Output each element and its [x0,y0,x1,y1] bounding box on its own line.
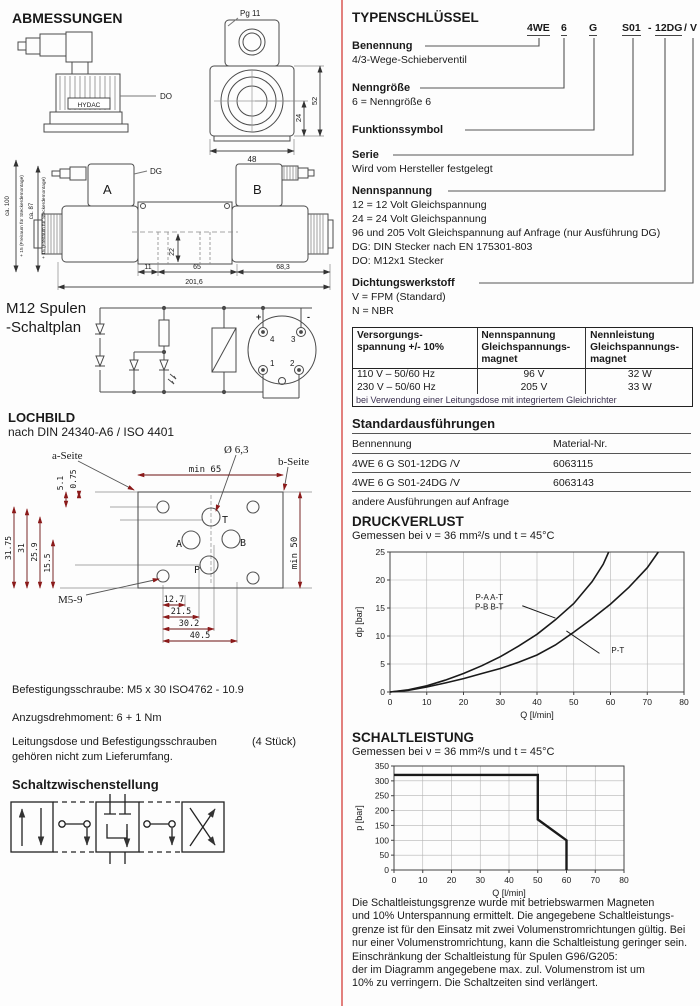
typecode-v: V [690,22,698,34]
typecode-12dg: 12DG [655,22,683,34]
dim-31: 31 [17,543,26,553]
svg-text:70: 70 [642,697,652,707]
svg-text:P-B B-T: P-B B-T [474,602,504,612]
svg-text:10: 10 [422,697,432,707]
dim-11: 11 [144,264,152,271]
svg-text:250: 250 [374,790,389,801]
standard-col2-header: Material-Nr. [553,438,608,450]
nennspannung-line-4: DG: DIN Stecker nach EN 175301-803 [352,241,533,253]
versorgung-r2c1: 230 V – 50/60 Hz [357,382,436,393]
svg-text:50: 50 [533,875,543,885]
schaltleistung-title: SCHALTLEISTUNG [352,730,474,745]
nennspannung-line-1: 12 = 12 Volt Gleichspannung [352,199,487,211]
hydac-logo: HYDAC [77,102,101,109]
svg-text:200: 200 [374,805,389,816]
svg-text:50: 50 [379,850,389,861]
svg-text:Q [l/min]: Q [l/min] [520,710,554,720]
schaltleistung-subtitle: Gemessen bei ν = 36 mm²/s und t = 45°C [352,746,555,758]
versorgung-divider-1 [477,328,478,394]
versorgung-r2c3: 33 W [627,382,652,393]
m5-9-label: M5-9 [58,594,83,606]
svg-text:0: 0 [384,865,389,875]
note-stueck: (4 Stück) [252,736,297,748]
b-seite-label: b-Seite [278,456,310,468]
versorgung-r1c2: 96 V [523,369,545,380]
versorgung-col1-line1: Versorgungs- [357,330,423,341]
footer-line-5: Einschränkung der Schaltleistung für Spulen G96/G205: [352,950,618,963]
port-p-label: P [194,565,201,576]
svg-text:5: 5 [380,659,385,669]
standard-row1-name: 4WE 6 G S01-12DG /V [352,458,460,470]
m12-schaltplan-label-2: -Schaltplan [6,319,82,336]
note-anzugsdrehmoment: Anzugsdrehmoment: 6 + 1 Nm [12,712,162,724]
m12-minus-label: - [307,312,310,322]
svg-text:0: 0 [380,687,385,697]
dim-405: 40.5 [189,631,211,641]
svg-text:30: 30 [475,875,485,885]
dim-freiraum-1: + 15 (Freiraum für Steckerdemontage) [20,175,25,257]
abmessungen-title: ABMESSUNGEN [12,10,123,26]
m12-schaltplan-label-1: M12 Spulen [6,300,87,317]
dim-freiraum-2: + 15 (Freiraum für Steckerdemontage) [42,177,47,259]
dim-ca87: ca. 87 [29,202,35,220]
benennung-label: Benennung [352,40,413,52]
dim-ca100: ca. 100 [5,196,11,216]
svg-text:350: 350 [374,761,389,771]
dim-65: 65 [193,264,201,271]
funktionssymbol-label: Funktionssymbol [352,124,444,136]
footer-line-7: 10% zu verringern. Die Schaltzeiten sind verlängert. [352,977,598,990]
note-befestigungsschraube: Befestigungsschraube: M5 x 30 ISO4762 - 10.9 [12,684,244,696]
schaltzwischenstellung-title: Schaltzwischenstellung [12,777,159,792]
typecode-slash: / [684,22,687,34]
svg-text:25: 25 [375,547,385,557]
dim-52: 52 [310,96,319,106]
versorgung-table [352,327,693,407]
svg-text:60: 60 [605,697,616,707]
footer-line-2: und 10% Unterspannung ermittelt. Die angegebene Schaltleistungs- [352,910,675,923]
versorgung-col3-line3: magnet [590,354,627,365]
dim-3175: 31.75 [4,535,13,561]
pg11-label: Pg 11 [240,9,261,18]
port-t-label: T [222,515,229,526]
dim-259: 25.9 [30,542,39,562]
svg-text:20: 20 [458,697,469,707]
nennspannung-line-3: 96 und 205 Volt Gleichspannung auf Anfrage (nur Ausführung DG) [352,227,661,239]
m12-pin2-label: 2 [290,359,295,368]
druckverlust-subtitle: Gemessen bei ν = 36 mm²/s und t = 45°C [352,530,555,542]
nennspannung-line-2: 24 = 24 Volt Gleichspannung [352,213,487,225]
versorgung-col1-line2: spannung +/- 10% [357,342,444,353]
svg-text:10: 10 [375,631,385,641]
typecode-s01: S01 [622,22,641,34]
typenschluessel-title: TYPENSCHLÜSSEL [352,10,479,25]
druckverlust-title: DRUCKVERLUST [352,514,464,529]
dichtung-line-1: V = FPM (Standard) [352,291,446,303]
note-leitungsdose: Leitungsdose und Befestigungsschrauben [12,736,217,748]
svg-text:P-A A-T: P-A A-T [475,593,504,603]
schaltzwischenstellung-symbol [10,794,225,869]
standard-row1-matnr: 6063115 [553,458,594,470]
nenngroesse-label: Nenngröße [352,82,411,94]
svg-text:0: 0 [387,697,393,707]
svg-text:p [bar]: p [bar] [354,805,364,831]
port-a-label: A [176,539,183,550]
schaltleistung-note-paragraph [352,897,687,991]
dim-155: 15.5 [43,553,52,573]
versorgung-divider-2 [585,328,586,394]
durchmesser-label: Ø 6,3 [224,444,249,456]
typecode-dash: - [648,22,652,34]
versorgung-col2-line1: Nennspannung [481,330,556,341]
versorgung-col3-line1: Nennleistung [590,330,655,341]
dim-127: 12.7 [163,595,185,605]
svg-text:50: 50 [569,697,579,707]
svg-text:20: 20 [375,575,385,585]
dim-683: 68,3 [276,264,290,271]
solenoid-a-label: A [103,182,112,197]
svg-text:40: 40 [532,697,542,707]
footer-line-1: Die Schaltleistungsgrenze wurde mit betriebswarmen Magneten [352,897,655,909]
standardausfuehrungen-title: Standardausführungen [352,416,496,431]
svg-text:80: 80 [619,875,629,885]
svg-text:Q [l/min]: Q [l/min] [492,888,526,898]
versorgung-col1-header [353,328,477,368]
typecode-g: G [589,22,598,34]
svg-text:0: 0 [391,875,397,885]
min50-label: min 50 [290,536,300,570]
dim-302: 30.2 [178,619,200,629]
svg-text:300: 300 [374,775,389,786]
standard-note: andere Ausführungen auf Anfrage [352,496,510,508]
dim-22: 22 [169,248,176,256]
m12-pin1-label: 1 [270,359,275,368]
standard-rule-3 [352,472,691,473]
schaltleistung-chart [350,758,650,898]
versorgung-row-1 [353,369,692,382]
column-divider [341,0,343,1006]
solenoid-b-label: B [253,182,262,197]
abmessungen-drawing [0,6,334,298]
svg-text:30: 30 [495,697,505,707]
m12-circuit-diagram [86,294,334,406]
port-b-label: B [240,538,247,549]
dim-48: 48 [247,155,257,164]
svg-text:80: 80 [679,697,689,707]
dim-24: 24 [294,113,303,123]
versorgung-footer: bei Verwendung einer Leitungsdose mit integriertem Gleichrichter [356,395,617,405]
m12-pin4-label: 4 [270,335,275,344]
standard-row2-name: 4WE 6 G S01-24DG /V [352,477,460,489]
dim-215: 21.5 [170,607,192,617]
versorgung-col2-header [477,328,586,368]
typecode-4we: 4WE [527,22,550,34]
dichtungswerkstoff-label: Dichtungswerkstoff [352,277,455,289]
m12-plus-label: + [256,312,262,322]
versorgung-col3-line2: Gleichspannungs- [590,342,679,353]
svg-text:100: 100 [374,835,389,846]
svg-text:150: 150 [374,820,389,831]
typecode-6: 6 [561,22,567,34]
nennspannung-line-5: DO: M12x1 Stecker [352,255,444,267]
lochbild-title: LOCHBILD [8,410,76,425]
dichtung-line-2: N = NBR [352,305,394,317]
dim-075: 0.75 [69,469,78,489]
svg-text:10: 10 [418,875,428,885]
svg-text:40: 40 [504,875,514,885]
nennspannung-label: Nennspannung [352,185,433,197]
note-lieferumfang: gehören nicht zum Lieferumfang. [12,751,173,763]
m12-pin3-label: 3 [291,335,296,344]
standard-row2-matnr: 6063143 [553,477,594,489]
versorgung-r1c3: 32 W [627,369,652,380]
versorgung-col3-header [586,328,692,368]
min65-label: min 65 [188,465,222,475]
a-seite-label: a-Seite [52,450,83,462]
benennung-desc: 4/3-Wege-Schieberventil [352,54,467,66]
footer-line-4: nur einer Volumenstromrichtung, kann die Schaltleistung geringer sein. [352,937,688,950]
dim-51: 5.1 [56,475,65,491]
footer-line-3: grenze ist für den Einsatz mit zwei Volumenstromrichtungen gültig. Bei [352,923,686,936]
dg-label: DG [150,167,162,176]
svg-text:dp [bar]: dp [bar] [354,606,364,638]
serie-label: Serie [352,149,379,161]
svg-text:15: 15 [375,603,385,613]
druckverlust-chart [350,546,698,718]
dim-2016: 201,6 [185,279,203,286]
standard-col1-header: Bennennung [352,438,412,450]
versorgung-row-2 [353,382,692,395]
nenngroesse-desc: 6 = Nenngröße 6 [352,96,432,108]
do-label: DO [160,92,172,101]
versorgung-col2-line3: magnet [481,354,518,365]
svg-text:P-T: P-T [611,645,625,655]
footer-line-6: der im Diagramm angegebene max. zul. Volumenstrom ist um [352,964,645,977]
standard-rule-4 [352,491,691,492]
versorgung-col2-line2: Gleichspannungs- [481,342,571,353]
versorgung-r1c1: 110 V – 50/60 Hz [357,369,435,380]
svg-text:20: 20 [446,875,457,885]
serie-desc: Wird vom Hersteller festgelegt [352,163,493,175]
lochbild-subtitle: nach DIN 24340-A6 / ISO 4401 [8,425,175,439]
standard-rule-1 [352,433,691,434]
versorgung-r2c2: 205 V [520,382,548,393]
svg-text:70: 70 [590,875,600,885]
svg-text:60: 60 [561,875,572,885]
standard-rule-2 [352,453,691,454]
lochbild-drawing [0,445,334,667]
